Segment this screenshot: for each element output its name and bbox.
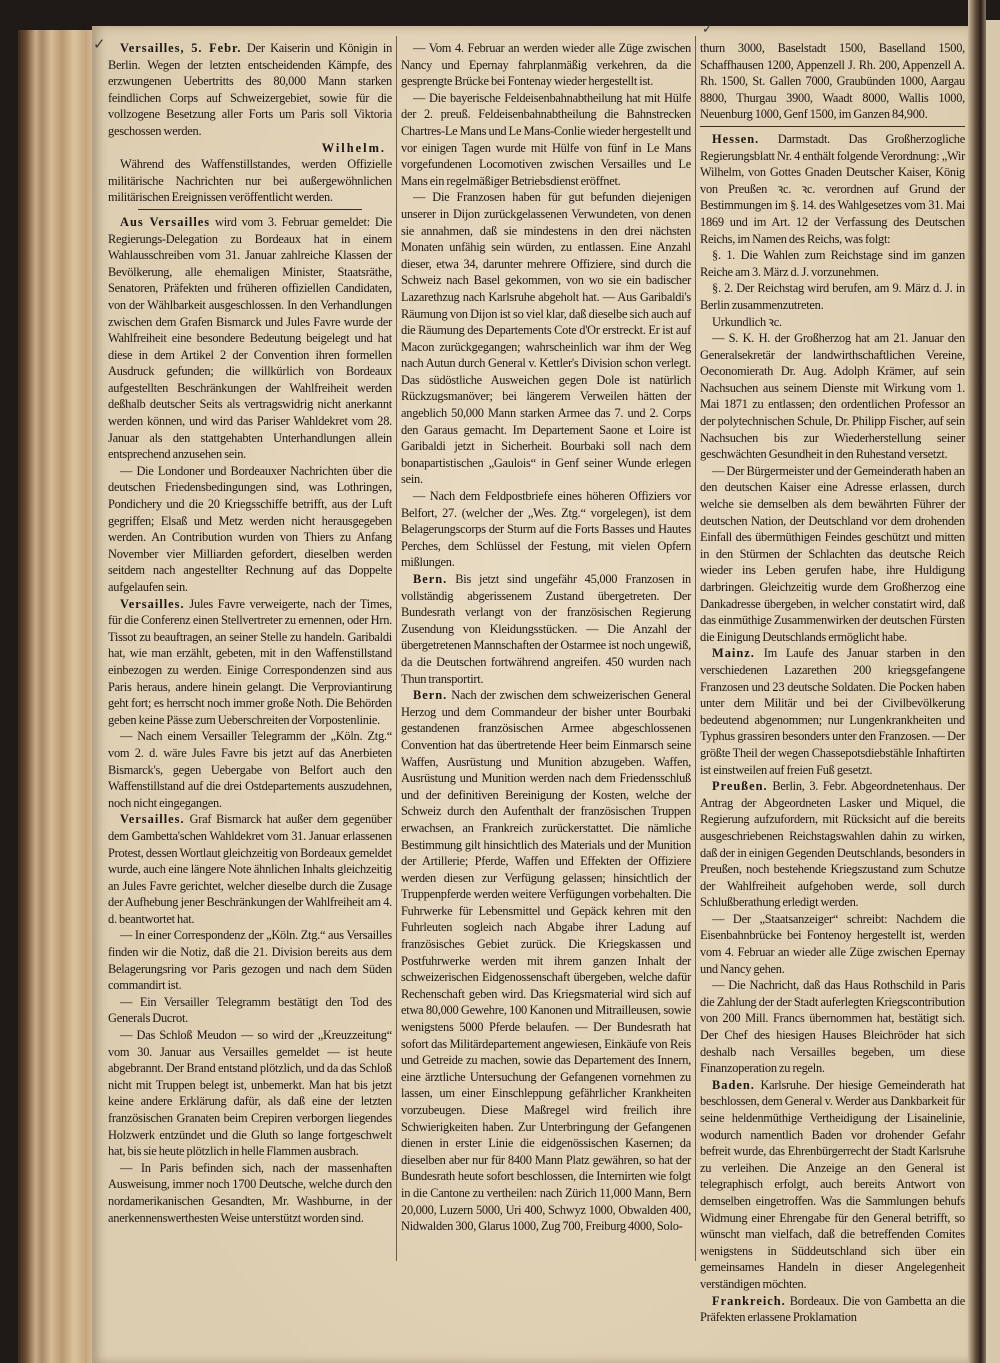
column-3 bbox=[700, 40, 965, 1326]
paragraph: §. 1. Die Wahlen zum Reichstage sind im ganzen Reiche am 3. März d. J. vorzunehmen. bbox=[700, 248, 965, 279]
article-text: Jules Favre verweigerte, nach der Times, für die Conferenz einen Stellvertreter zu ernennen, oder Hrn. Tissot zu beauftragen, an seiner Stelle zu handeln. Garibaldi hat, wie man erzählt, gebeten, mit in den Waffenstillstand einbezogen zu werden. Einige Correspondenzen sind aus Paris heraus, andere hinein gelangt. Die Verproviantirung geht fort; es herrscht noch immer große Noth. Die Behörden geben keine Pässe zum Ueberschreiten der Vorpostenlinie. bbox=[108, 596, 392, 727]
article: — In Paris befinden sich, nach der massenhaften Ausweisung, immer noch 1700 Deutsche, welche durch den nordamerikanischen Gesandten, Mr. Washburne, in der anerkennenswerthesten Weise unterstützt worden sind. bbox=[108, 1160, 392, 1225]
column-divider bbox=[695, 36, 696, 1261]
book-binding-edge bbox=[18, 30, 98, 1363]
dateline: Aus Versailles bbox=[120, 214, 211, 229]
article: — S. K. H. der Großherzog hat am 21. Januar den Generalsekretär der landwirthschaftlichen Vereine, Oeconomierath Dr. Aug. Adolph Krämer, auf sein Nachsuchen aus seinem Dienste mit Wirkung vom 1. Mai 1871 zu entlassen; den ordentlichen Professor an der polytechnischen Schule, Dr. Philipp Fischer, auf sein Nachsuchen bis zur Wiederherstellung seiner geschwächten Gesundheit in den Ruhestand versetzt. bbox=[700, 331, 965, 462]
article: — Die Franzosen haben für gut befunden diejenigen unserer in Dijon zurückgelassenen Verwundeten, von denen sie annahmen, daß sie mindestens in den drei nächsten Monaten unfähig sein würden, zu entlassen. Eine Anzahl dieser, etwa 34, darunter mehrere Offiziere, sind durch die Schweiz nach Basel gekommen, von wo sie ein badischer Lazarethzug nach Karlsruhe abgeholt hat. — Aus Garibaldi's Räumung von Dijon ist so viel klar, daß dieselbe sich auch auf die Räumung des Departements Cote d'Or erstreckt. Er ist auf Macon zurückgegangen; wahrscheinlich war ihm der Weg nach Autun durch General v. Kettler's Division schon verlegt. Das südöstliche Ausweichen gegen Dole ist natürlich Rückzugsmanöver; bei längerem Verweilen hätten der angeblich 50,000 Mann starken Armee das 7. und 2. Corps den Garaus gemacht. Im Departement Saone et Loire ist Garibaldi jetzt in Sicherheit. Bourbaki soll nach dem bonapartistischen „Gaulois“ in Genf seiner Wunde erlegen sein. bbox=[401, 190, 691, 487]
article bbox=[700, 1077, 965, 1293]
signature: Wilhelm. bbox=[321, 140, 386, 155]
article: — Der „Staatsanzeiger“ schreibt: Nachdem die Eisenbahnbrücke bei Fontenoy hergestellt ist, werden vom 4. Februar an wieder alle Züge zwischen Epernay und Nancy gehen. bbox=[700, 911, 965, 976]
article: thurn 3000, Baselstadt 1500, Baselland 1500, Schaffhausen 1200, Appenzell J. Rh. 200, Appenzell A. Rh. 1500, St. Gallen 7000, Graubünden 1000, Aargau 8800, Thurgau 3900, Waadt 8000, Wallis 1000, Neuenburg 1000, Genf 1500, im Ganzen 84,900. bbox=[700, 41, 965, 122]
dateline: Versailles. bbox=[120, 596, 185, 611]
article-text: Im Laufe des Januar starben in den verschiedenen Lazarethen 200 kriegsgefangene Franzosen und 23 deutsche Soldaten. Die Pocken haben unter dem Militär und bei der Civilbevölkerung bedeutend abgenommen; nur Lungenkrankheiten und Typhus grassiren besonders unter den Franzosen. — Der größte Theil der wegen Chassepotsdiebstähle Inhaftirten ist einstweilen auf freien Fuß gesetzt. bbox=[700, 646, 965, 777]
dateline: Bern. bbox=[413, 688, 448, 703]
article: — Die bayerische Feldeisenbahnabtheilung hat mit Hülfe der 2. preuß. Feldeisenbahnabtheilung die Bahnstrecken Chartres-Le Mans und Le Mans-Conlie wieder hergestellt und vor einigen Tagen wurde mit Hülfe von fünf in Le Mans vorgefundenen Locomotiven zwischen Versailles und Le Mans ein regelmäßiger Betriebsdienst eröffnet. bbox=[401, 90, 691, 188]
article-text: Nach der zwischen dem schweizerischen General Herzog und dem Commandeur der bisher unter Bourbaki gestandenen französischen Armee abgeschlossenen Convention hat das übertretende Heer beim Einmarsch seine Waffen, Ausrüstung und Munition abzugeben. Waffen, Ausrüstung und Munition werden nach dem Friedensschluß und der definitiven Bereinigung der Kosten, welche der Schweiz durch den Aufenthalt der französischen Truppen erwachsen, an Frankreich zurückerstattet. Die nämliche Bestimmung gilt hinsichtlich des Materials und der Munition der Artillerie; Pferde, Waffen und Effekten der Offiziere werden diesen zur Verfügung gelassen; hinsichtlich der Truppenpferde werden weitere Verfügungen vorbehalten. Die Fuhrwerke für Lebensmittel und Gepäck kehren mit den Fuhrleuten sogleich nach Abgabe ihrer Ladung auf französisches Gebiet zurück. Die Kriegskassen und Postfuhrwerke werden mit ihrem ganzen Inhalt der schweizerischen Eidgenossenschaft übergeben, welche dafür Rechenschaft geben wird. Das Kriegsmaterial wird sich auf etwa 80,000 Gewehre, 100 Kanonen und Mitrailleusen, sowie wenigstens 5000 Pferde belaufen. — Der Bundesrath hat sofort das Militärdepartement angewiesen, Einkäufe von Reis und Getreide zu machen, sowie das Departement des Innern, eine ärztliche Untersuchung der Gefangenen vornehmen zu lassen, um einer Einschleppung gefährlicher Krankheiten vorzubeugen. Diese Maßregel wird freilich ihre Schwierigkeiten haben. Zur Unterbringung der Gefangenen dienen in erster Linie die eidgenössischen Kasernen; da dieselben aber nur für 8400 Mann Platz gewähren, so hat der Bundesrath heute sofort beschlossen, die Internirten wie folgt in die Cantone zu vertheilen: nach Zürich 11,000 Mann, Bern 20,000, Luzern 5000, Uri 400, Schwyz 1000, Obwalden 400, Nidwalden 300, Glarus 1000, Zug 700, Freiburg 4000, Solo- bbox=[401, 688, 691, 1234]
notice: Während des Waffenstillstandes, werden Offizielle militärische Nachrichten nur bei außergewöhnlichen militärischen Ereignissen veröffentlicht werden. bbox=[108, 157, 392, 205]
article: — Die Nachricht, daß das Haus Rothschild in Paris die Zahlung der der Stadt auferlegten Kriegscontribution von 200 Mill. Francs übernommen hat, bestätigt sich. Der Chef des hiesigen Hauses Bleichröder hat sich deshalb nach Versailles begeben, um diese Finanzoperation zu regeln. bbox=[700, 978, 965, 1076]
article-text: Bordeaux. Die von Gambetta an die Präfekten erlassene Proklamation bbox=[700, 1293, 966, 1325]
dateline: Bern. bbox=[413, 572, 448, 586]
article-text: Der Kaiserin und Königin in Berlin. Wegen der letzten entscheidenden Kämpfe, des erzwungenen Uebertritts des 80,000 Mann starken feindlichen Corps auf Schweizergebiet, sowie für die vollzogene Besetzung aller Forts um Paris soll Viktoria geschossen werden. bbox=[108, 41, 393, 138]
article: — Ein Versailler Telegramm bestätigt den Tod des Generals Ducrot. bbox=[108, 994, 392, 1026]
article bbox=[700, 131, 965, 247]
dateline: Versailles, 5. Febr. bbox=[120, 41, 242, 55]
article: — Die Londoner und Bordeauxer Nachrichten über die deutschen Friedensbedingungen sind, was Lothringen, Pondichery und die 20 Kriegsschiffe betrifft, aus der Luft gegriffen; Elsaß und Metz werden nicht herausgegeben werden. An Contribution wurden von Thiers zu Anfang November vier Milliarden gefordert, dieselben werden seitdem nach angestellter Rechnung auf das Doppelte aufgelaufen sein. bbox=[108, 463, 392, 594]
next-page-sliver bbox=[986, 20, 1000, 1363]
paragraph: §. 2. Der Reichstag wird berufen, am 9. März d. J. in Berlin zusammenzutreten. bbox=[700, 281, 965, 312]
paragraph: Urkundlich ꝛc. bbox=[712, 314, 782, 329]
section-heading: Baden. bbox=[712, 1077, 755, 1092]
article-text: Graf Bismarck hat außer dem gegenüber dem Gambetta'schen Wahldekret vom 31. Januar erlassenen Protest, dessen Wortlaut gleichzeitig von Bordeaux gemeldet wurde, auch eine längere Note ähnlichen Inhalts gleichzeitig an Jules Favre gerichtet, welcher dieselbe durch die Zusage der Aufhebung jener Beschränkungen der Wahlfreiheit am 4. d. beantwortet hat. bbox=[108, 812, 393, 926]
column-1 bbox=[108, 40, 392, 1226]
check-mark-icon: ✓ bbox=[93, 35, 106, 53]
article-text: Berlin, 3. Febr. Abgeordnetenhaus. Der Antrag der Abgeordneten Lasker und Miquel, die Regierung aufzufordern, mit Rücksicht auf die bereits ausgeschriebenen Reichstagswahlen dahin zu wirken, daß der in einigen Gegenden Deutschlands, besonders in Preußen, noch bestehende Kriegszustand zum Schutze der Wahlfreiheit aufgehoben werde, soll durch Schlußberathung erledigt werden. bbox=[700, 779, 965, 910]
divider bbox=[138, 209, 362, 210]
article-text: Darmstadt. Das Großherzogliche Regierungsblatt Nr. 4 enthält folgende Verordnung: „Wir Wilhelm, von Gottes Gnaden Deutscher Kaiser, König von Preußen ꝛc. ꝛc. verordnen auf Grund der Bestimmungen im §. 14. des Wahlgesetzes vom 31. Mai 1869 und im Art. 12 der Verfassung des Deutschen Reichs, im Namen des Reichs, was folgt: bbox=[700, 131, 966, 246]
column-divider bbox=[396, 36, 397, 1261]
article-text: wird vom 3. Februar gemeldet: Die Regierungs-Delegation zu Bordeaux hat in einem Wahlausschreiben vom 31. Januar zahlreiche Klassen der Bevölkerung, alle ehemaligen Minister, Staatsräthe, Senatoren, Präfekten und früheren offiziellen Candidaten, von der Wählbarkeit ausgeschlossen. In den Verhandlungen zwischen dem Grafen Bismarck und Jules Favre wurde der Wahlfreiheit eine besondere Bedeutung beigelegt und hat diese in dem Artikel 2 der Convention ihren formellen Ausdruck gefunden; die willkürlich von Bordeaux aufgestellten Beschränkungen der Wahlfreiheit werden deßhalb deutscher Seits als vertragswidrig nicht anerkannt werden können, und wird das Pariser Wahldekret vom 28. Januar als den stattgehabten Unterhandlungen allein entsprechend anzusehen sein. bbox=[108, 214, 392, 462]
article bbox=[401, 687, 691, 1235]
dateline: Versailles. bbox=[120, 812, 185, 827]
section-heading: Frankreich. bbox=[712, 1293, 786, 1308]
article: — Der Bürgermeister und der Gemeinderath haben an den deutschen Kaiser eine Adresse erlassen, durch welche sie demselben als dem bewährten Führer der deutschen Nation, der Deutschland vor dem drohenden Einfall des übermüthigen Feindes geschützt und mitten in den Stürmen der Schlachten das deutsche Reich wieder ins Leben gerufen habe, ihre Huldigung darbringen. Gleichzeitig wurde dem Großherzog eine Dankadresse übergeben, in welcher constatirt wird, daß das einmüthige Zusammenwirken der deutschen Fürsten die Einigung Deutschlands ermöglicht habe. bbox=[700, 463, 965, 644]
article bbox=[108, 214, 392, 463]
article-text: Karlsruhe. Der hiesige Gemeinderath hat beschlossen, dem General v. Werder aus Dankbarkeit für seine heldenmüthige Vertheidigung der Lisainelinie, wodurch namentlich Baden vor drohender Gefahr befreit wurde, das Ehrenbürgerrecht der Stadt Karlsruhe zu verleihen. Die Anzeige an den General ist telegraphisch erfolgt, auch bereits Antwort von demselben eingetroffen. Was die Sammlungen behufs Widmung einer Ehrengabe für den General betrifft, so wünscht man vielfach, daß die betreffenden Comites wenigstens in Süddeutschland sich über ein gemeinsames Handeln in dieser Angelegenheit verständigen möchten. bbox=[700, 1077, 965, 1291]
article-versailles-telegram bbox=[108, 40, 392, 140]
article bbox=[108, 811, 392, 927]
check-mark-icon: ✓ bbox=[702, 22, 713, 37]
article bbox=[700, 1293, 965, 1326]
article bbox=[700, 778, 965, 911]
article: — In einer Correspondenz der „Köln. Ztg.“ aus Versailles finden wir die Notiz, daß die 21. Division bereits aus dem Belagerungsring vor Paris gezogen und nach dem Süden commandirt ist. bbox=[108, 928, 392, 993]
article: — Vom 4. Februar an werden wieder alle Züge zwischen Nancy und Epernay fahrplanmäßig verkehren, da die gesprengte Brücke bei Fontenay wieder hergestellt ist. bbox=[401, 41, 691, 89]
article bbox=[401, 571, 691, 687]
article: — Das Schloß Meudon — so wird der „Kreuzzeitung“ vom 30. Januar aus Versailles gemeldet — ist heute abgebrannt. Der Brand entstand plötzlich, und da das Schloß nicht mit Truppen belegt ist, unbemerkt. Man hat bis jetzt keine andere Erklärung dafür, als daß eine der letzten französischen Granaten beim Crepiren verborgen liegendes Holzwerk entzündet und die Gluth so lange fortgeschwelt hat, bis sie heute plötzlich in helle Flammen ausbrach. bbox=[108, 1028, 392, 1159]
article bbox=[108, 596, 392, 729]
column-2 bbox=[401, 40, 691, 1235]
book-gutter bbox=[968, 0, 986, 1363]
article bbox=[700, 645, 965, 778]
article: — Nach einem Versailler Telegramm der „Köln. Ztg.“ vom 2. d. wäre Jules Favre bis jetzt auf das Anerbieten Bismarck's, gegen Uebergabe von Belfort auch den Waffenstillstand auf die drei Ostdepartements auszudehnen, noch nicht eingegangen. bbox=[108, 729, 392, 810]
section-heading: Preußen. bbox=[712, 779, 768, 794]
article-text: Bis jetzt sind ungefähr 45,000 Franzosen in vollständig abgerissenem Zustand übergetreten. Der Bundesrath verlangt von der französischen Regierung Zusendung von Kleidungsstücken. — Die Anzahl der übergetretenen Mannschaften der Ostarmee ist noch ungewiß, da die Deutschen fortwährend angreifen. 450 wurden nach Thun transportirt. bbox=[401, 572, 692, 686]
article: — Nach dem Feldpostbriefe eines höheren Offiziers vor Belfort, 27. (welcher der „Wes. Ztg.“ vorgelegen), ist dem Belagerungscorps der Sturm auf die Forts Basses und Hautes Perches, dem Schlüssel der Festung, mit vielen Opfern mißlungen. bbox=[401, 489, 691, 570]
dateline: Mainz. bbox=[712, 646, 755, 661]
section-heading: Hessen. bbox=[712, 131, 760, 146]
divider bbox=[700, 126, 965, 127]
